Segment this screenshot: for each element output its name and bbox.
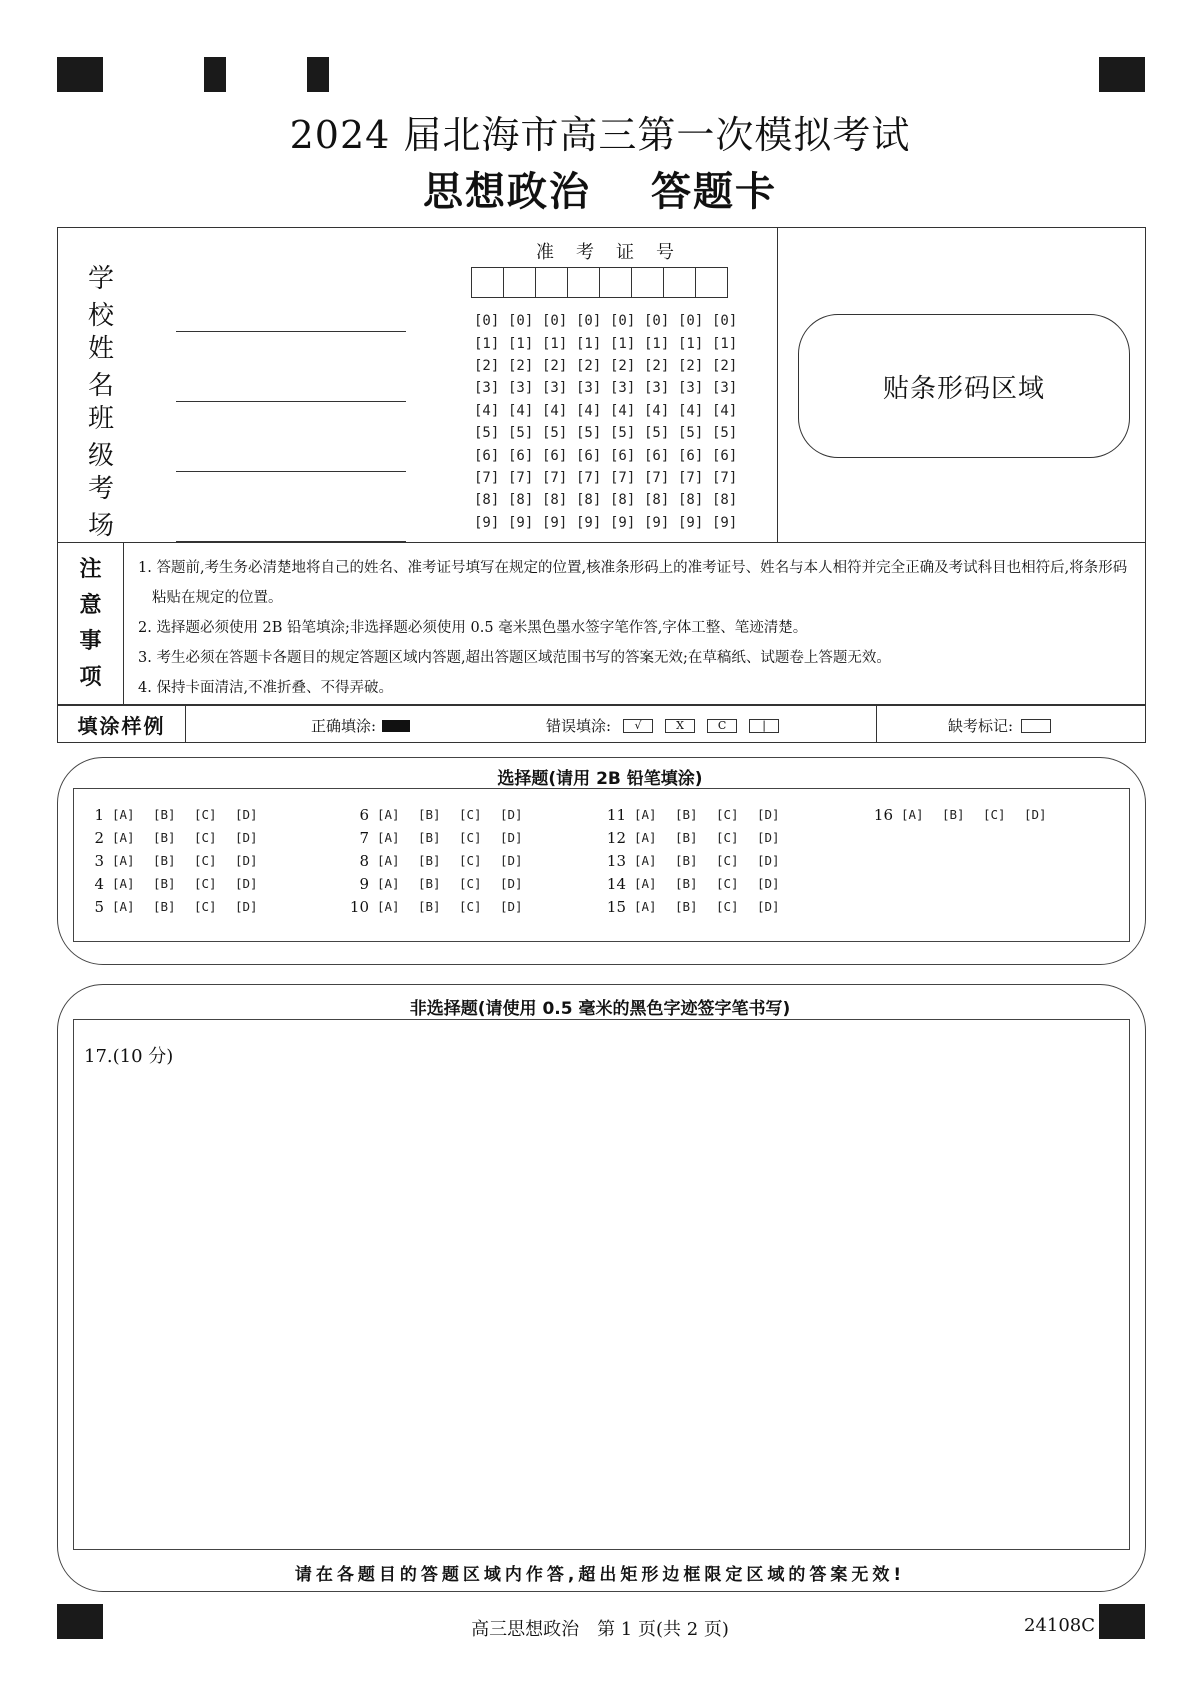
digit-row	[474, 444, 746, 466]
answer-area-warning: 请在各题目的答题区域内作答,超出矩形边框限定区域的答案无效!	[294, 1565, 906, 1585]
option-bubble[interactable]: [C]	[459, 899, 482, 914]
notes-heading-char: 项	[79, 664, 102, 690]
digit-bubble[interactable]: [1]	[678, 335, 704, 352]
option-bubble[interactable]: [D]	[757, 807, 780, 822]
digit-bubble[interactable]: [5]	[508, 425, 534, 442]
digit-bubble[interactable]: [8]	[508, 492, 534, 509]
option-bubble[interactable]: [A]	[112, 876, 135, 891]
exam-number-cell[interactable]	[471, 267, 504, 298]
option-bubble[interactable]: [C]	[194, 807, 217, 822]
option-bubble[interactable]: [D]	[757, 830, 780, 845]
option-bubble[interactable]: [A]	[377, 807, 400, 822]
digit-row	[474, 377, 746, 399]
digit-row	[474, 355, 746, 377]
exam-number-cell[interactable]	[631, 267, 664, 298]
option-bubble[interactable]: [B]	[153, 807, 176, 822]
digit-bubble[interactable]: [2]	[508, 357, 534, 374]
digit-bubble[interactable]: [4]	[678, 402, 704, 419]
notes-heading	[58, 543, 124, 704]
option-bubble[interactable]: [B]	[675, 853, 698, 868]
digit-bubble[interactable]: [7]	[610, 469, 636, 486]
correct-fill-example	[311, 715, 410, 736]
digit-bubble[interactable]: [3]	[542, 380, 568, 397]
digit-bubble[interactable]: [0]	[678, 313, 704, 330]
option-bubble[interactable]: [C]	[194, 853, 217, 868]
digit-bubble[interactable]: [5]	[712, 425, 738, 442]
digit-bubble[interactable]: [7]	[474, 469, 500, 486]
choice-column	[347, 803, 541, 918]
option-bubble[interactable]: [A]	[634, 899, 657, 914]
question-number: 15	[606, 897, 626, 916]
paper-code: 24108C	[1024, 1615, 1096, 1636]
circle-mark-icon: C	[707, 719, 737, 733]
digit-bubble[interactable]: [8]	[610, 492, 636, 509]
option-bubble[interactable]: [A]	[634, 830, 657, 845]
digit-bubble[interactable]: [0]	[542, 313, 568, 330]
question-number: 6	[359, 805, 369, 824]
option-bubble[interactable]: [B]	[675, 899, 698, 914]
note-item: 4. 保持卡面清洁,不准折叠、不得弄破。	[138, 680, 394, 696]
option-bubble[interactable]: [D]	[500, 899, 523, 914]
option-bubble[interactable]: [A]	[634, 807, 657, 822]
digit-bubble[interactable]: [0]	[610, 313, 636, 330]
absent-mark-label: 缺考标记:	[948, 717, 1014, 735]
digit-bubble[interactable]: [3]	[508, 380, 534, 397]
exam-number-label: 准考证号	[536, 242, 696, 263]
question-number: 14	[606, 874, 626, 893]
digit-bubble[interactable]: [5]	[576, 425, 602, 442]
option-bubble[interactable]: [C]	[459, 830, 482, 845]
option-bubble[interactable]: [C]	[194, 830, 217, 845]
registration-mark	[307, 57, 329, 92]
line-mark-icon: |	[749, 719, 779, 733]
option-bubble[interactable]: [A]	[112, 807, 135, 822]
option-bubble[interactable]: [A]	[377, 876, 400, 891]
filled-bubble-icon	[382, 720, 410, 732]
digit-bubble[interactable]: [1]	[508, 335, 534, 352]
page-footer: 高三思想政治 第 1 页(共 2 页)	[471, 1619, 729, 1640]
option-bubble[interactable]: [D]	[757, 899, 780, 914]
digit-bubble[interactable]: [8]	[678, 492, 704, 509]
exam-number-cell[interactable]	[567, 267, 600, 298]
option-bubble[interactable]: [C]	[459, 853, 482, 868]
digit-bubble[interactable]: [1]	[474, 335, 500, 352]
digit-row	[474, 489, 746, 511]
option-bubble[interactable]: [D]	[500, 853, 523, 868]
choice-question-row	[604, 872, 798, 895]
digit-bubble[interactable]: [0]	[712, 313, 738, 330]
notes-list	[138, 553, 1138, 703]
digit-bubble[interactable]: [4]	[610, 402, 636, 419]
digit-bubble[interactable]: [1]	[610, 335, 636, 352]
field-label: 考场	[88, 474, 137, 541]
question-number: 2	[94, 828, 104, 847]
digit-bubble[interactable]: [6]	[508, 447, 534, 464]
choice-answer-area[interactable]	[73, 788, 1130, 942]
digit-bubble[interactable]: [4]	[474, 402, 500, 419]
option-bubble[interactable]: [C]	[459, 876, 482, 891]
option-bubble[interactable]: [B]	[418, 830, 441, 845]
name-field[interactable]	[88, 328, 406, 402]
digit-bubble[interactable]: [9]	[508, 514, 534, 531]
digit-row	[474, 332, 746, 354]
choice-question-row	[82, 803, 276, 826]
option-bubble[interactable]: [C]	[194, 876, 217, 891]
fill-sample-heading: 填涂样例	[58, 706, 186, 742]
digit-bubble[interactable]: [2]	[576, 357, 602, 374]
digit-bubble[interactable]: [5]	[474, 425, 500, 442]
digit-bubble[interactable]: [9]	[542, 514, 568, 531]
digit-bubble[interactable]: [9]	[678, 514, 704, 531]
question-number: 16	[873, 805, 893, 824]
digit-bubble[interactable]: [6]	[678, 447, 704, 464]
option-bubble[interactable]: [A]	[901, 807, 924, 822]
option-bubble[interactable]: [D]	[757, 876, 780, 891]
choice-question-row	[82, 895, 276, 918]
digit-bubble[interactable]: [0]	[474, 313, 500, 330]
option-bubble[interactable]: [C]	[716, 899, 739, 914]
option-bubble[interactable]: [A]	[112, 853, 135, 868]
exam-number-cell[interactable]	[535, 267, 568, 298]
digit-bubble[interactable]: [4]	[508, 402, 534, 419]
digit-bubble[interactable]: [0]	[576, 313, 602, 330]
choice-question-row	[871, 803, 1065, 826]
choice-question-row	[82, 872, 276, 895]
digit-bubble[interactable]: [9]	[712, 514, 738, 531]
notes-heading-char: 意	[79, 592, 102, 618]
digit-bubble[interactable]: [5]	[542, 425, 568, 442]
exam-number-cell[interactable]	[599, 267, 632, 298]
digit-bubble[interactable]: [4]	[542, 402, 568, 419]
choice-question-row	[347, 803, 541, 826]
digit-bubble-grid[interactable]	[474, 310, 746, 534]
digit-bubble[interactable]: [5]	[644, 425, 670, 442]
choice-section-title: 选择题(请用 2B 铅笔填涂)	[497, 769, 703, 789]
digit-bubble[interactable]: [3]	[712, 380, 738, 397]
field-label: 学校	[88, 264, 137, 331]
option-bubble[interactable]: [D]	[500, 876, 523, 891]
room-field[interactable]	[88, 468, 406, 542]
question-number: 7	[359, 828, 369, 847]
option-bubble[interactable]: [A]	[377, 853, 400, 868]
notes-heading-char: 事	[79, 628, 102, 654]
digit-bubble[interactable]: [8]	[542, 492, 568, 509]
digit-bubble[interactable]: [9]	[576, 514, 602, 531]
open-answer-area[interactable]	[73, 1019, 1130, 1550]
registration-mark	[204, 57, 226, 92]
option-bubble[interactable]: [A]	[112, 899, 135, 914]
choice-question-row	[347, 872, 541, 895]
question-number: 12	[606, 828, 626, 847]
digit-bubble[interactable]: [6]	[474, 447, 500, 464]
card-label: 答题卡	[651, 168, 777, 215]
absent-mark-area[interactable]	[948, 715, 1051, 736]
digit-bubble[interactable]: [8]	[644, 492, 670, 509]
notes-heading-char: 注	[79, 556, 102, 582]
school-field[interactable]	[88, 258, 406, 332]
question-number: 13	[606, 851, 626, 870]
digit-bubble[interactable]: [1]	[712, 335, 738, 352]
option-bubble[interactable]: [B]	[153, 853, 176, 868]
option-bubble[interactable]: [B]	[418, 853, 441, 868]
question-17-label: 17.(10 分)	[84, 1046, 174, 1067]
choice-question-row	[82, 849, 276, 872]
option-bubble[interactable]: [D]	[235, 853, 258, 868]
digit-bubble[interactable]: [6]	[644, 447, 670, 464]
digit-bubble[interactable]: [2]	[542, 357, 568, 374]
digit-row	[474, 467, 746, 489]
exam-number-cell[interactable]	[695, 267, 728, 298]
option-bubble[interactable]: [C]	[194, 899, 217, 914]
wrong-fill-example	[546, 715, 779, 736]
choice-question-row	[604, 849, 798, 872]
digit-bubble[interactable]: [2]	[712, 357, 738, 374]
digit-bubble[interactable]: [9]	[610, 514, 636, 531]
option-bubble[interactable]: [D]	[500, 807, 523, 822]
digit-bubble[interactable]: [3]	[576, 380, 602, 397]
digit-bubble[interactable]: [7]	[576, 469, 602, 486]
digit-bubble[interactable]: [9]	[474, 514, 500, 531]
choice-question-row	[347, 895, 541, 918]
option-bubble[interactable]: [C]	[716, 876, 739, 891]
digit-bubble[interactable]: [1]	[542, 335, 568, 352]
digit-bubble[interactable]: [2]	[610, 357, 636, 374]
digit-row	[474, 310, 746, 332]
note-item: 1. 答题前,考生务必清楚地将自己的姓名、准考证号填写在规定的位置,核准条形码上的准考证号、姓名与本人相符并完全正确及考试科目也相符后,将条形码粘贴在规定的位置。	[138, 560, 1128, 606]
option-bubble[interactable]: [C]	[459, 807, 482, 822]
wrong-fill-label: 错误填涂:	[546, 717, 612, 735]
choice-question-row	[82, 826, 276, 849]
notes-section	[57, 543, 1146, 705]
option-bubble[interactable]: [B]	[942, 807, 965, 822]
digit-bubble[interactable]: [8]	[474, 492, 500, 509]
option-bubble[interactable]: [A]	[377, 899, 400, 914]
exam-number-cell[interactable]	[503, 267, 536, 298]
field-label: 姓名	[88, 334, 137, 401]
option-bubble[interactable]: [A]	[112, 830, 135, 845]
digit-bubble[interactable]: [3]	[474, 380, 500, 397]
note-item: 3. 考生必须在答题卡各题目的规定答题区域内答题,超出答题区域范围书写的答案无效;在草稿纸、试题卷上答题无效。	[138, 650, 891, 666]
option-bubble[interactable]: [B]	[675, 807, 698, 822]
note-item: 2. 选择题必须使用 2B 铅笔填涂;非选择题必须使用 0.5 毫米黑色墨水签字笔作答,字体工整、笔迹清楚。	[138, 620, 808, 636]
digit-bubble[interactable]: [3]	[610, 380, 636, 397]
digit-bubble[interactable]: [0]	[644, 313, 670, 330]
question-number: 10	[349, 897, 369, 916]
option-bubble[interactable]: [B]	[418, 899, 441, 914]
barcode-area: 贴条形码区域	[798, 314, 1130, 458]
option-bubble[interactable]: [B]	[153, 899, 176, 914]
digit-bubble[interactable]: [4]	[712, 402, 738, 419]
exam-number-cell[interactable]	[663, 267, 696, 298]
option-bubble[interactable]: [C]	[716, 830, 739, 845]
option-bubble[interactable]: [B]	[418, 807, 441, 822]
option-bubble[interactable]: [C]	[716, 853, 739, 868]
question-number: 4	[94, 874, 104, 893]
digit-bubble[interactable]: [4]	[644, 402, 670, 419]
student-info	[58, 228, 778, 542]
choice-column	[871, 803, 1065, 826]
digit-bubble[interactable]: [7]	[542, 469, 568, 486]
digit-bubble[interactable]: [6]	[542, 447, 568, 464]
question-number: 3	[94, 851, 104, 870]
digit-bubble[interactable]: [7]	[678, 469, 704, 486]
correct-fill-label: 正确填涂:	[311, 717, 377, 735]
option-bubble[interactable]: [B]	[153, 830, 176, 845]
option-bubble[interactable]: [A]	[634, 876, 657, 891]
digit-row	[474, 512, 746, 534]
digit-bubble[interactable]: [3]	[644, 380, 670, 397]
digit-bubble[interactable]: [5]	[610, 425, 636, 442]
divider	[876, 706, 877, 742]
field-label: 班级	[88, 404, 137, 471]
digit-bubble[interactable]: [2]	[678, 357, 704, 374]
question-number: 11	[606, 805, 626, 824]
option-bubble[interactable]: [B]	[675, 876, 698, 891]
option-bubble[interactable]: [D]	[235, 899, 258, 914]
choice-question-row	[347, 826, 541, 849]
registration-mark	[57, 57, 103, 92]
choice-question-row	[604, 803, 798, 826]
choice-question-row	[604, 895, 798, 918]
option-bubble[interactable]: [D]	[235, 830, 258, 845]
option-bubble[interactable]: [C]	[716, 807, 739, 822]
card-title	[0, 160, 1200, 217]
option-bubble[interactable]: [D]	[757, 853, 780, 868]
registration-mark	[1099, 57, 1145, 92]
class-field[interactable]	[88, 398, 406, 472]
digit-bubble[interactable]: [5]	[678, 425, 704, 442]
digit-bubble[interactable]: [2]	[474, 357, 500, 374]
exam-number-cells[interactable]	[472, 267, 728, 298]
digit-bubble[interactable]: [7]	[508, 469, 534, 486]
digit-bubble[interactable]: [8]	[712, 492, 738, 509]
option-bubble[interactable]: [B]	[153, 876, 176, 891]
digit-bubble[interactable]: [8]	[576, 492, 602, 509]
choice-column	[82, 803, 276, 918]
room-input-line[interactable]	[176, 513, 406, 542]
digit-bubble[interactable]: [2]	[644, 357, 670, 374]
absent-mark-box[interactable]	[1021, 719, 1051, 733]
digit-bubble[interactable]: [9]	[644, 514, 670, 531]
question-number: 8	[359, 851, 369, 870]
option-bubble[interactable]: [D]	[235, 876, 258, 891]
digit-bubble[interactable]: [4]	[576, 402, 602, 419]
option-bubble[interactable]: [A]	[377, 830, 400, 845]
check-mark-icon: √	[623, 719, 653, 733]
question-number: 1	[94, 805, 104, 824]
exam-title: 2024 届北海市高三第一次模拟考试	[289, 113, 911, 157]
digit-row	[474, 400, 746, 422]
choice-question-row	[347, 849, 541, 872]
option-bubble[interactable]: [B]	[418, 876, 441, 891]
subject-name: 思想政治	[423, 168, 591, 215]
question-number: 5	[94, 897, 104, 916]
fill-sample-row	[57, 705, 1146, 743]
option-bubble[interactable]: [B]	[675, 830, 698, 845]
digit-bubble[interactable]: [0]	[508, 313, 534, 330]
option-bubble[interactable]: [D]	[1024, 807, 1047, 822]
option-bubble[interactable]: [C]	[983, 807, 1006, 822]
digit-bubble[interactable]: [6]	[576, 447, 602, 464]
digit-bubble[interactable]: [3]	[678, 380, 704, 397]
choice-question-row	[604, 826, 798, 849]
cross-mark-icon: X	[665, 719, 695, 733]
info-section	[57, 227, 1146, 543]
digit-bubble[interactable]: [1]	[644, 335, 670, 352]
option-bubble[interactable]: [D]	[235, 807, 258, 822]
digit-bubble[interactable]: [7]	[712, 469, 738, 486]
digit-bubble[interactable]: [6]	[712, 447, 738, 464]
open-section-title: 非选择题(请使用 0.5 毫米的黑色字迹签字笔书写)	[409, 999, 791, 1019]
digit-row	[474, 422, 746, 444]
digit-bubble[interactable]: [7]	[644, 469, 670, 486]
digit-bubble[interactable]: [6]	[610, 447, 636, 464]
choice-column	[604, 803, 798, 918]
digit-bubble[interactable]: [1]	[576, 335, 602, 352]
option-bubble[interactable]: [A]	[634, 853, 657, 868]
question-number: 9	[359, 874, 369, 893]
option-bubble[interactable]: [D]	[500, 830, 523, 845]
